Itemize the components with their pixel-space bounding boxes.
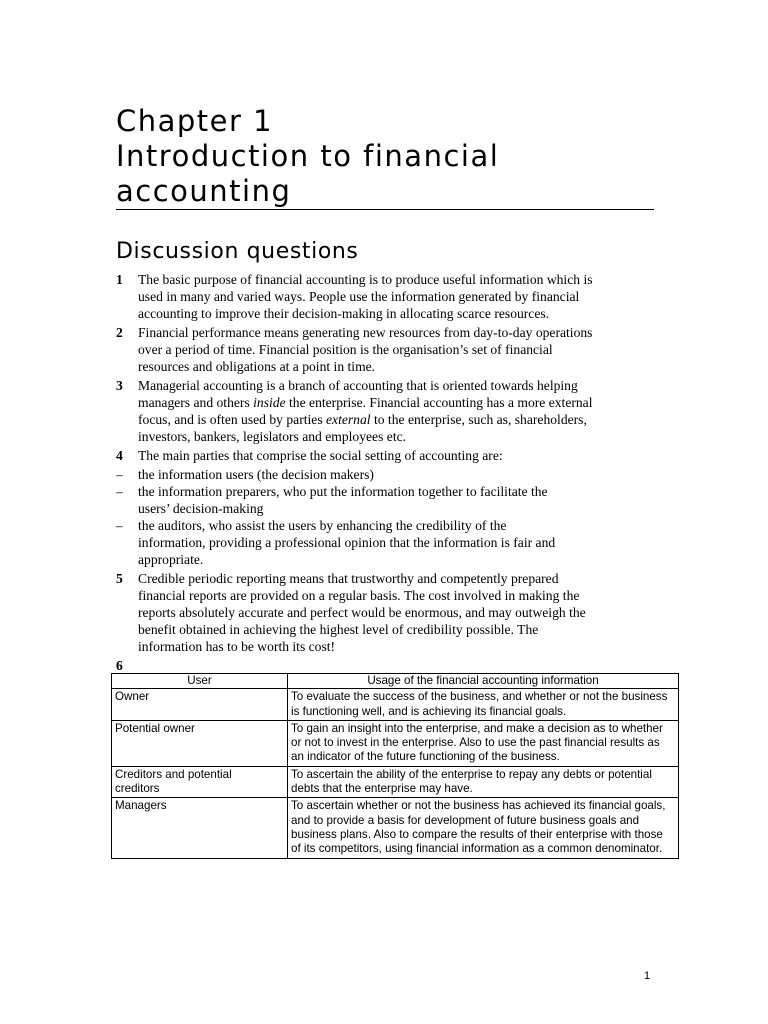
text-segment: to the enterprise, such as, shareholders, [370, 412, 587, 427]
question-text [138, 271, 656, 322]
chapter-title [116, 104, 656, 209]
question-6-number: 6 [116, 658, 123, 673]
cell-line: business plans. Also to compare the results of their enterprise with those [291, 827, 663, 841]
text-segment: managers and others [138, 395, 254, 410]
table-header-row [112, 674, 679, 689]
text-line: appropriate. [138, 552, 204, 567]
text-line: used in many and varied ways. People use the information generated by financial [138, 289, 580, 304]
text-line: resources and obligations at a point in time. [138, 359, 376, 374]
cell-line: Creditors and potential [115, 767, 232, 781]
question-text [138, 377, 656, 445]
page-number: 1 [644, 970, 651, 982]
question-text [138, 324, 656, 375]
question-text: The main parties that comprise the social setting of accounting are: [138, 448, 503, 463]
text-line: Credible periodic reporting means that trustworthy and competently prepared [138, 571, 559, 586]
cell-line: or not to invest in the enterprise. Also to use the past financial results as [291, 736, 660, 750]
text-line: reports absolutely accurate and perfect would be enormous, and may outweigh the [138, 605, 586, 620]
text-line: accounting to improve their decision-making in allocating scarce resources. [138, 306, 550, 321]
cell-line: To evaluate the success of the business, and whether or not the business [291, 690, 668, 704]
text-line: The basic purpose of financial accounting is to produce useful information which is [138, 272, 593, 287]
cell-line: To gain an insight into the enterprise, and make a decision as to whether [291, 721, 663, 735]
cell-line: an indicator of the future functioning of the business. [291, 750, 560, 764]
text-line: the information preparers, who put the information together to facilitate the [138, 484, 548, 499]
list-item [116, 483, 656, 517]
usage-cell [288, 766, 679, 798]
text-segment: the enterprise. Financial accounting has a more external [285, 395, 593, 410]
usage-cell [288, 689, 679, 721]
usage-cell [288, 798, 679, 858]
question-3 [116, 377, 656, 445]
emphasis-text: inside [253, 395, 286, 410]
chapter-title-rule [116, 209, 654, 210]
question-5 [116, 570, 656, 655]
table-row [112, 798, 679, 858]
parties-list [116, 466, 656, 568]
cell-line: is functioning well, and is achieving its financial goals. [291, 704, 567, 718]
emphasis-text: external [326, 412, 371, 427]
user-cell [112, 720, 288, 766]
text-line: benefit obtained in achieving the highest level of credibility possible. The [138, 622, 539, 637]
text-line: over a period of time. Financial position is the organisation’s set of financial [138, 342, 553, 357]
question-number: 1 [116, 272, 123, 287]
table-row [112, 766, 679, 798]
question-number: 3 [116, 378, 123, 393]
text-line: users’ decision-making [138, 501, 264, 516]
dash-bullet: – [116, 484, 123, 499]
text-line: investors, bankers, legislators and employees etc. [138, 429, 407, 444]
cell-line: To ascertain the ability of the enterprise to repay any debts or potential [291, 767, 652, 781]
list-item [116, 517, 656, 568]
question-4 [116, 447, 656, 464]
cell-line: To ascertain whether or not the business has achieved its financial goals, [291, 799, 666, 813]
text-segment: focus, and is often used by parties [138, 412, 327, 427]
cell-line: Potential owner [115, 721, 195, 735]
usage-cell [288, 720, 679, 766]
cell-line: creditors [115, 782, 160, 796]
text-line: information, providing a professional opinion that the information is fair and [138, 535, 556, 550]
text-line: the information users (the decision makers) [138, 467, 374, 482]
chapter-number-line: Chapter 1 [116, 104, 274, 138]
dash-bullet: – [116, 518, 123, 533]
column-header-usage: Usage of the financial accounting information [288, 674, 679, 689]
table-row [112, 720, 679, 766]
text-line: Financial performance means generating new resources from day-to-day operations [138, 325, 593, 340]
dash-bullet: – [116, 467, 123, 482]
column-header-user: User [112, 674, 288, 689]
question-text [138, 570, 656, 655]
section-title: Discussion questions [116, 239, 359, 264]
cell-line: and to provide a basis for development of future business goals and [291, 813, 640, 827]
cell-line: of its competitors, using financial information as a common denominator. [291, 842, 663, 856]
users-usage-table [111, 673, 679, 859]
cell-line: Owner [115, 690, 150, 704]
chapter-title-line-1: Introduction to financial [116, 139, 500, 173]
cell-line: Managers [115, 799, 167, 813]
cell-line: debts that the enterprise may have. [291, 782, 473, 796]
list-item [116, 466, 656, 483]
user-cell [112, 798, 288, 858]
question-2 [116, 324, 656, 375]
question-number: 2 [116, 325, 123, 340]
discussion-questions [116, 271, 656, 674]
chapter-title-line-2: accounting [116, 174, 292, 208]
table-row [112, 689, 679, 721]
user-cell [112, 689, 288, 721]
question-number: 5 [116, 571, 123, 586]
user-cell [112, 766, 288, 798]
text-line: Managerial accounting is a branch of accounting that is oriented towards helping [138, 378, 578, 393]
text-line: financial reports are provided on a regular basis. The cost involved in making the [138, 588, 580, 603]
question-number: 4 [116, 448, 123, 463]
question-1 [116, 271, 656, 322]
text-line: information has to be worth its cost! [138, 639, 336, 654]
text-line: the auditors, who assist the users by enhancing the credibility of the [138, 518, 507, 533]
